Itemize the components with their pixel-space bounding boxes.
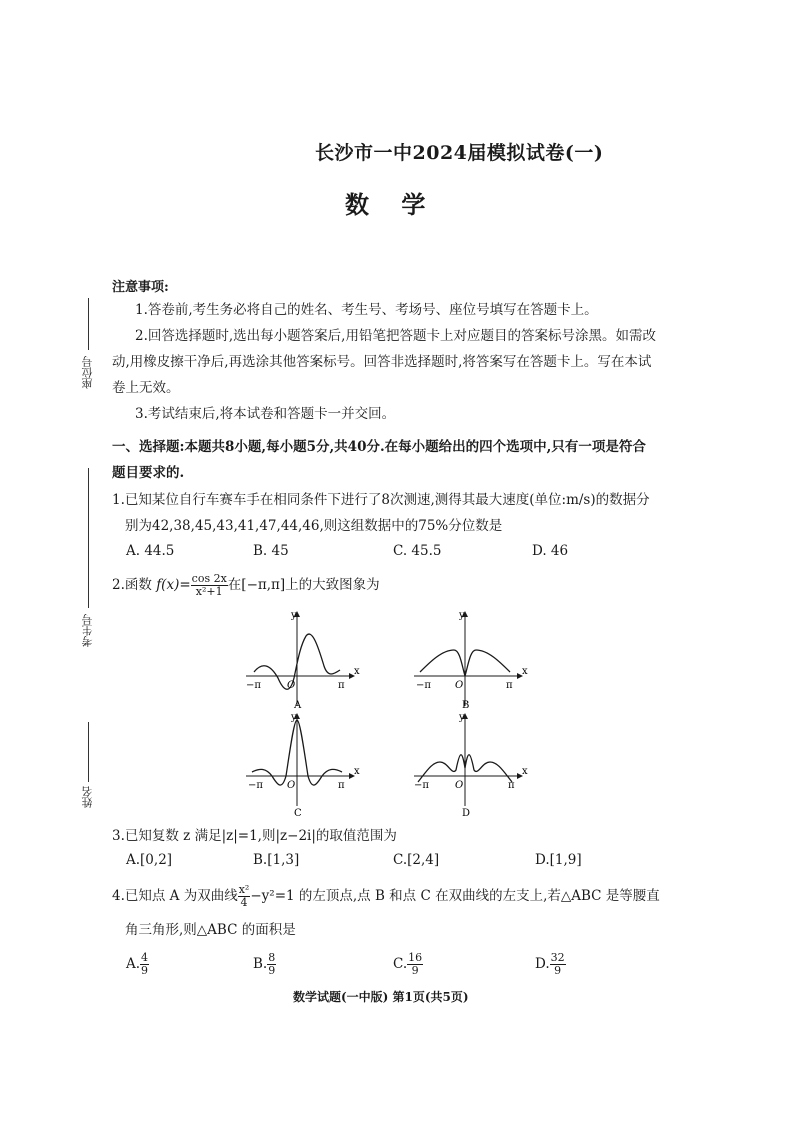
q4-option-c-num: 16	[408, 951, 423, 964]
graph-a-y-label: y	[291, 610, 297, 621]
graph-d-y-label: y	[459, 712, 465, 723]
q4-part-2: −y²=1 的左顶点,点 B 和点 C 在双曲线的左支上,若△ABC 是等腰直	[250, 888, 660, 904]
graph-c-origin: O	[287, 780, 296, 791]
q4-fraction	[238, 884, 251, 909]
q4-option-d-den: 9	[554, 964, 562, 977]
q4-stem-line-2: 角三角形,则△ABC 的面积是	[125, 922, 296, 938]
graph-d-letter: D	[462, 808, 471, 819]
graph-d-x-label: x	[522, 766, 528, 777]
q1-option-d: D. 46	[532, 543, 569, 559]
q4-option-a-num: 4	[141, 951, 149, 964]
section-1-line-1: 一、选择题:本题共8小题,每小题5分,共40分.在每小题给出的四个选项中,只有一项是符合	[112, 439, 646, 455]
q4-option-b-den: 9	[268, 964, 276, 977]
graph-c	[242, 710, 362, 822]
graph-a-pi: π	[338, 680, 345, 691]
name-line	[88, 722, 89, 782]
graph-c-letter: C	[294, 808, 302, 819]
q4-option-c	[393, 952, 423, 977]
q4-fraction-num: x²	[238, 883, 250, 896]
graph-b-x-label: x	[522, 666, 528, 677]
q2-fraction-num: cos 2x	[191, 572, 227, 585]
q4-option-a-prefix: A.	[126, 956, 141, 972]
q3-option-b: B.[1,3]	[253, 852, 300, 868]
note-item-3: 3.考试结束后,将本试卷和答题卡一并交回。	[135, 406, 396, 422]
note-item-1: 1.答卷前,考生务必将自己的姓名、考生号、考场号、座位号填写在答题卡上。	[135, 302, 598, 318]
q1-option-c: C. 45.5	[393, 543, 442, 559]
q2-stem	[112, 573, 380, 598]
seat-line	[88, 298, 89, 350]
graph-b-origin: O	[455, 680, 464, 691]
graph-b-pi: π	[506, 680, 513, 691]
q2-fx: f(x)=	[156, 577, 191, 593]
graph-c-y-label: y	[291, 712, 297, 723]
q4-option-d-prefix: D.	[535, 956, 550, 972]
notes-heading: 注意事项:	[112, 280, 169, 295]
name-label: 姓名	[81, 786, 94, 808]
graph-d-pi: π	[508, 780, 515, 791]
q4-option-c-fraction	[407, 952, 423, 977]
note-item-2-line-2: 动,用橡皮擦干净后,再选涂其他答案标号。回答非选择题时,将答案写在答题卡上。写在本试	[112, 354, 652, 370]
subject-title: 数 学	[345, 190, 438, 219]
q4-option-a-den: 9	[141, 964, 149, 977]
note-item-2-line-3: 卷上无效。	[112, 380, 180, 396]
graph-c-neg-pi: −π	[248, 780, 263, 791]
q4-option-c-den: 9	[411, 964, 419, 977]
q2-suffix: 在[−π,π]上的大致图象为	[227, 577, 380, 593]
q4-fraction-den: 4	[240, 896, 248, 909]
note-item-2-line-1: 2.回答选择题时,选出每小题答案后,用铅笔把答题卡上对应题目的答案标号涂黑。如需改	[135, 328, 656, 344]
q4-option-b-num: 8	[268, 951, 276, 964]
q4-stem-line-1	[112, 884, 660, 909]
graph-b-y-label: y	[459, 610, 465, 621]
q4-option-b-prefix: B.	[253, 956, 268, 972]
graph-c-x-label: x	[354, 766, 360, 777]
q1-stem-line-1: 1.已知某位自行车赛车手在相同条件下进行了8次测速,测得其最大速度(单位:m/s)的数据分	[112, 492, 650, 508]
q3-stem: 3.已知复数 z 满足|z|=1,则|z−2i|的取值范围为	[112, 828, 397, 844]
graph-b-letter: B	[462, 700, 470, 711]
q4-option-d-fraction	[550, 952, 566, 977]
q4-option-d	[535, 952, 566, 977]
q4-option-b-fraction	[267, 952, 276, 977]
graph-a-origin: O	[287, 680, 296, 691]
q4-option-b	[253, 952, 276, 977]
page-footer: 数学试题(一中版) 第1页(共5页)	[293, 990, 469, 1004]
q4-option-d-num: 32	[550, 951, 565, 964]
q2-fraction	[191, 573, 228, 598]
graph-d-neg-pi: −π	[414, 780, 429, 791]
q4-part-1: 4.已知点 A 为双曲线	[112, 888, 238, 904]
q1-stem-line-2: 别为42,38,45,43,41,47,44,46,则这组数据中的75%分位数是	[125, 518, 503, 534]
q1-option-a: A. 44.5	[126, 543, 175, 559]
exam-no-label: 考生号	[81, 614, 94, 647]
graph-d	[410, 710, 530, 822]
seat-label: 座位号	[81, 356, 94, 389]
graph-a-letter: A	[294, 700, 302, 711]
graph-a	[242, 606, 362, 716]
q2-fraction-den: x²+1	[195, 585, 223, 598]
graph-d-origin: O	[455, 780, 464, 791]
q3-option-a: A.[0,2]	[126, 852, 173, 868]
exam-no-line	[88, 468, 89, 608]
q3-option-c: C.[2,4]	[393, 852, 440, 868]
q2-prefix: 2.函数	[112, 577, 152, 593]
q1-option-b: B. 45	[253, 543, 289, 559]
q4-option-a	[126, 952, 149, 977]
section-1-line-2: 题目要求的.	[112, 465, 185, 481]
q4-option-a-fraction	[140, 952, 149, 977]
graph-a-neg-pi: −π	[246, 680, 261, 691]
graph-a-x-label: x	[354, 666, 360, 677]
q3-option-d: D.[1,9]	[535, 852, 582, 868]
exam-title: 长沙市一中2024届模拟试卷(一)	[315, 142, 604, 164]
graph-b	[410, 606, 530, 716]
graph-c-pi: π	[338, 780, 345, 791]
graph-b-neg-pi: −π	[416, 680, 431, 691]
q4-option-c-prefix: C.	[393, 956, 408, 972]
